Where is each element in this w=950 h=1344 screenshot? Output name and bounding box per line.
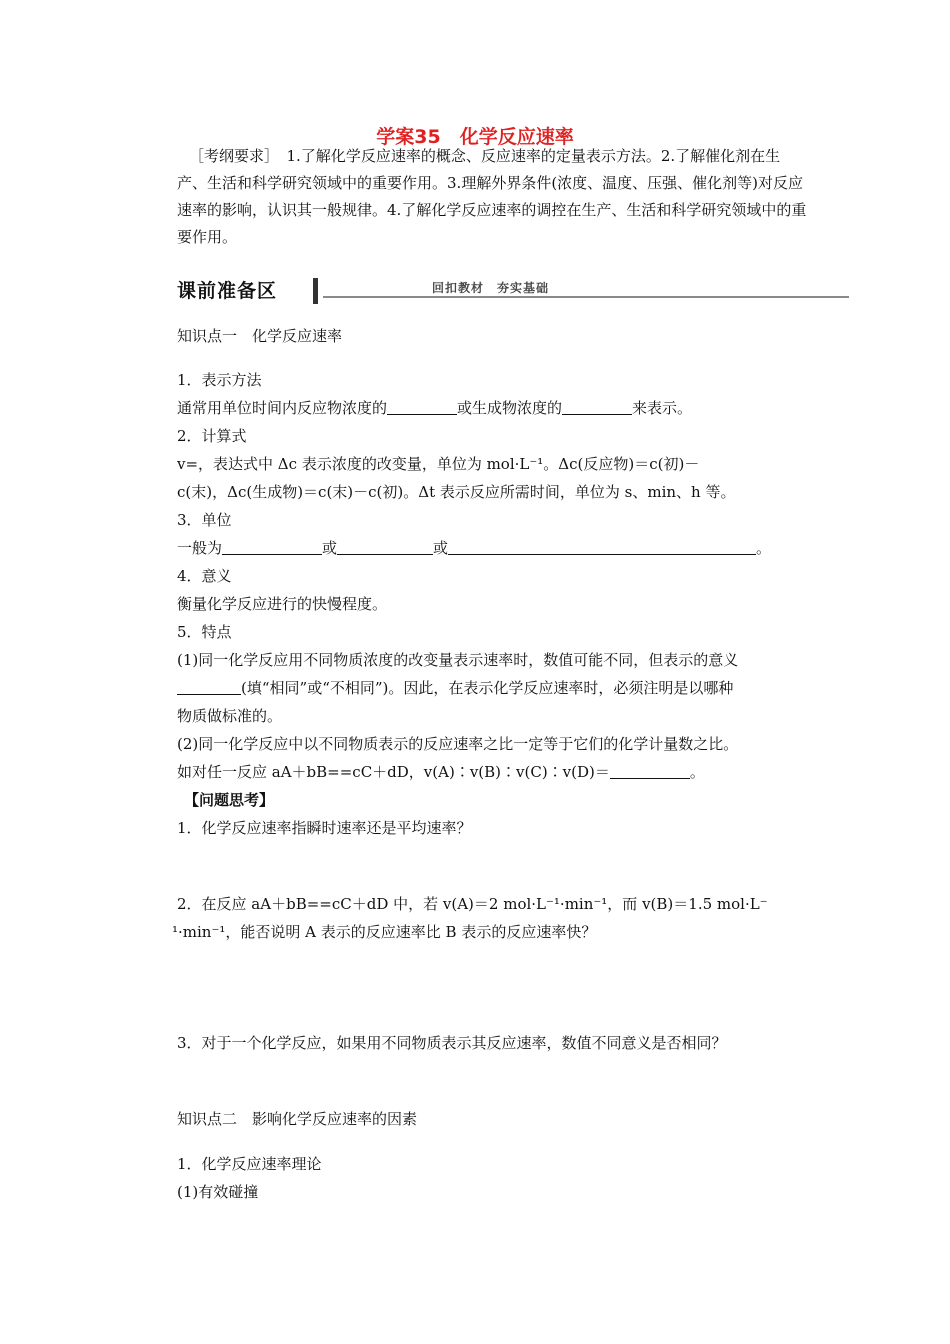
text-segment: 通常用单位时间内反应物浓度的 bbox=[177, 399, 388, 417]
section-banner bbox=[177, 278, 849, 308]
question-2: 2．在反应 aA＋bB==cC＋dD 中，若 v(A)＝2 mol·L⁻¹·min⁻¹，而 v(B)＝1.5 mol·L⁻ bbox=[177, 895, 768, 913]
section-title: 5．特点 bbox=[177, 623, 232, 641]
section-title: 4．意义 bbox=[177, 567, 232, 585]
formula-line: v=，表达式中 Δc 表示浓度的改变量，单位为 mol·L⁻¹。Δc(反应物)＝c(初)－ bbox=[177, 455, 700, 473]
section-title: 3．单位 bbox=[177, 511, 232, 529]
fill-in-line bbox=[177, 677, 733, 699]
body-text: (1)同一化学反应用不同物质浓度的改变量表示速率时，数值可能不同，但表示的意义 bbox=[177, 651, 739, 669]
banner-title: 课前准备区 bbox=[177, 280, 278, 302]
body-text: 物质做标准的。 bbox=[177, 707, 283, 725]
question-2-continued: ¹·min⁻¹，能否说明 A 表示的反应速率比 B 表示的反应速率快？ bbox=[172, 923, 597, 941]
text-segment: (填“相同”或“不相同”)。因此，在表示化学反应速率时，必须注明是以哪种 bbox=[241, 679, 734, 697]
section-title: 1．化学反应速率理论 bbox=[177, 1155, 322, 1173]
answer-blank[interactable] bbox=[610, 762, 690, 779]
fill-in-line bbox=[177, 761, 705, 783]
questions-heading: 【问题思考】 bbox=[184, 791, 275, 809]
formula-line: c(末)，Δc(生成物)＝c(末)－c(初)。Δt 表示反应所需时间，单位为 s、min、h 等。 bbox=[177, 483, 736, 501]
question-3: 3．对于一个化学反应，如果用不同物质表示其反应速率，数值不同意义是否相同？ bbox=[177, 1034, 727, 1052]
page-title: 学案35 化学反应速率 bbox=[376, 126, 574, 148]
answer-blank[interactable] bbox=[222, 538, 322, 555]
body-text: 衡量化学反应进行的快慢程度。 bbox=[177, 595, 388, 613]
text-segment: 或 bbox=[322, 539, 338, 557]
text-segment: 如对任一反应 aA＋bB==cC＋dD，v(A)∶v(B)∶v(C)∶v(D)＝ bbox=[177, 763, 610, 781]
text-segment: 或 bbox=[433, 539, 449, 557]
answer-blank[interactable] bbox=[562, 398, 632, 415]
section-title: 1．表示方法 bbox=[177, 371, 262, 389]
text-segment: 。 bbox=[689, 763, 705, 781]
text-segment: 或生成物浓度的 bbox=[457, 399, 563, 417]
knowledge-point-1-heading: 知识点一 化学反应速率 bbox=[177, 327, 343, 345]
subsection-title: (1)有效碰撞 bbox=[177, 1183, 259, 1201]
banner-rule bbox=[323, 296, 849, 298]
answer-blank[interactable] bbox=[177, 678, 241, 695]
answer-blank[interactable] bbox=[387, 398, 457, 415]
banner-divider bbox=[313, 278, 318, 304]
fill-in-line bbox=[177, 537, 771, 559]
answer-blank[interactable] bbox=[337, 538, 433, 555]
banner-subtitle: 回扣教材 夯实基础 bbox=[432, 281, 550, 295]
fill-in-line bbox=[177, 397, 692, 419]
text-segment: 。 bbox=[756, 539, 772, 557]
section-title: 2．计算式 bbox=[177, 427, 247, 445]
answer-blank[interactable] bbox=[448, 538, 756, 555]
text-segment: 来表示。 bbox=[632, 399, 693, 417]
text-segment: 一般为 bbox=[177, 539, 223, 557]
question-1: 1．化学反应速率指瞬时速率还是平均速率？ bbox=[177, 819, 472, 837]
exam-requirements: ［考纲要求］ 1.了解化学反应速率的概念、反应速率的定量表示方法。2.了解催化剂在生产、生活和科学研究领域中的重要作用。3.理解外界条件(浓度、温度、压强、催化剂等)对反应速率的影响，认识其一般规律。4.了解化学反应速率的调控在生产、生活和科学研究领域中的重要作用。 bbox=[177, 147, 807, 246]
body-text: (2)同一化学反应中以不同物质表示的反应速率之比一定等于它们的化学计量数之比。 bbox=[177, 735, 739, 753]
knowledge-point-2-heading: 知识点二 影响化学反应速率的因素 bbox=[177, 1110, 418, 1128]
